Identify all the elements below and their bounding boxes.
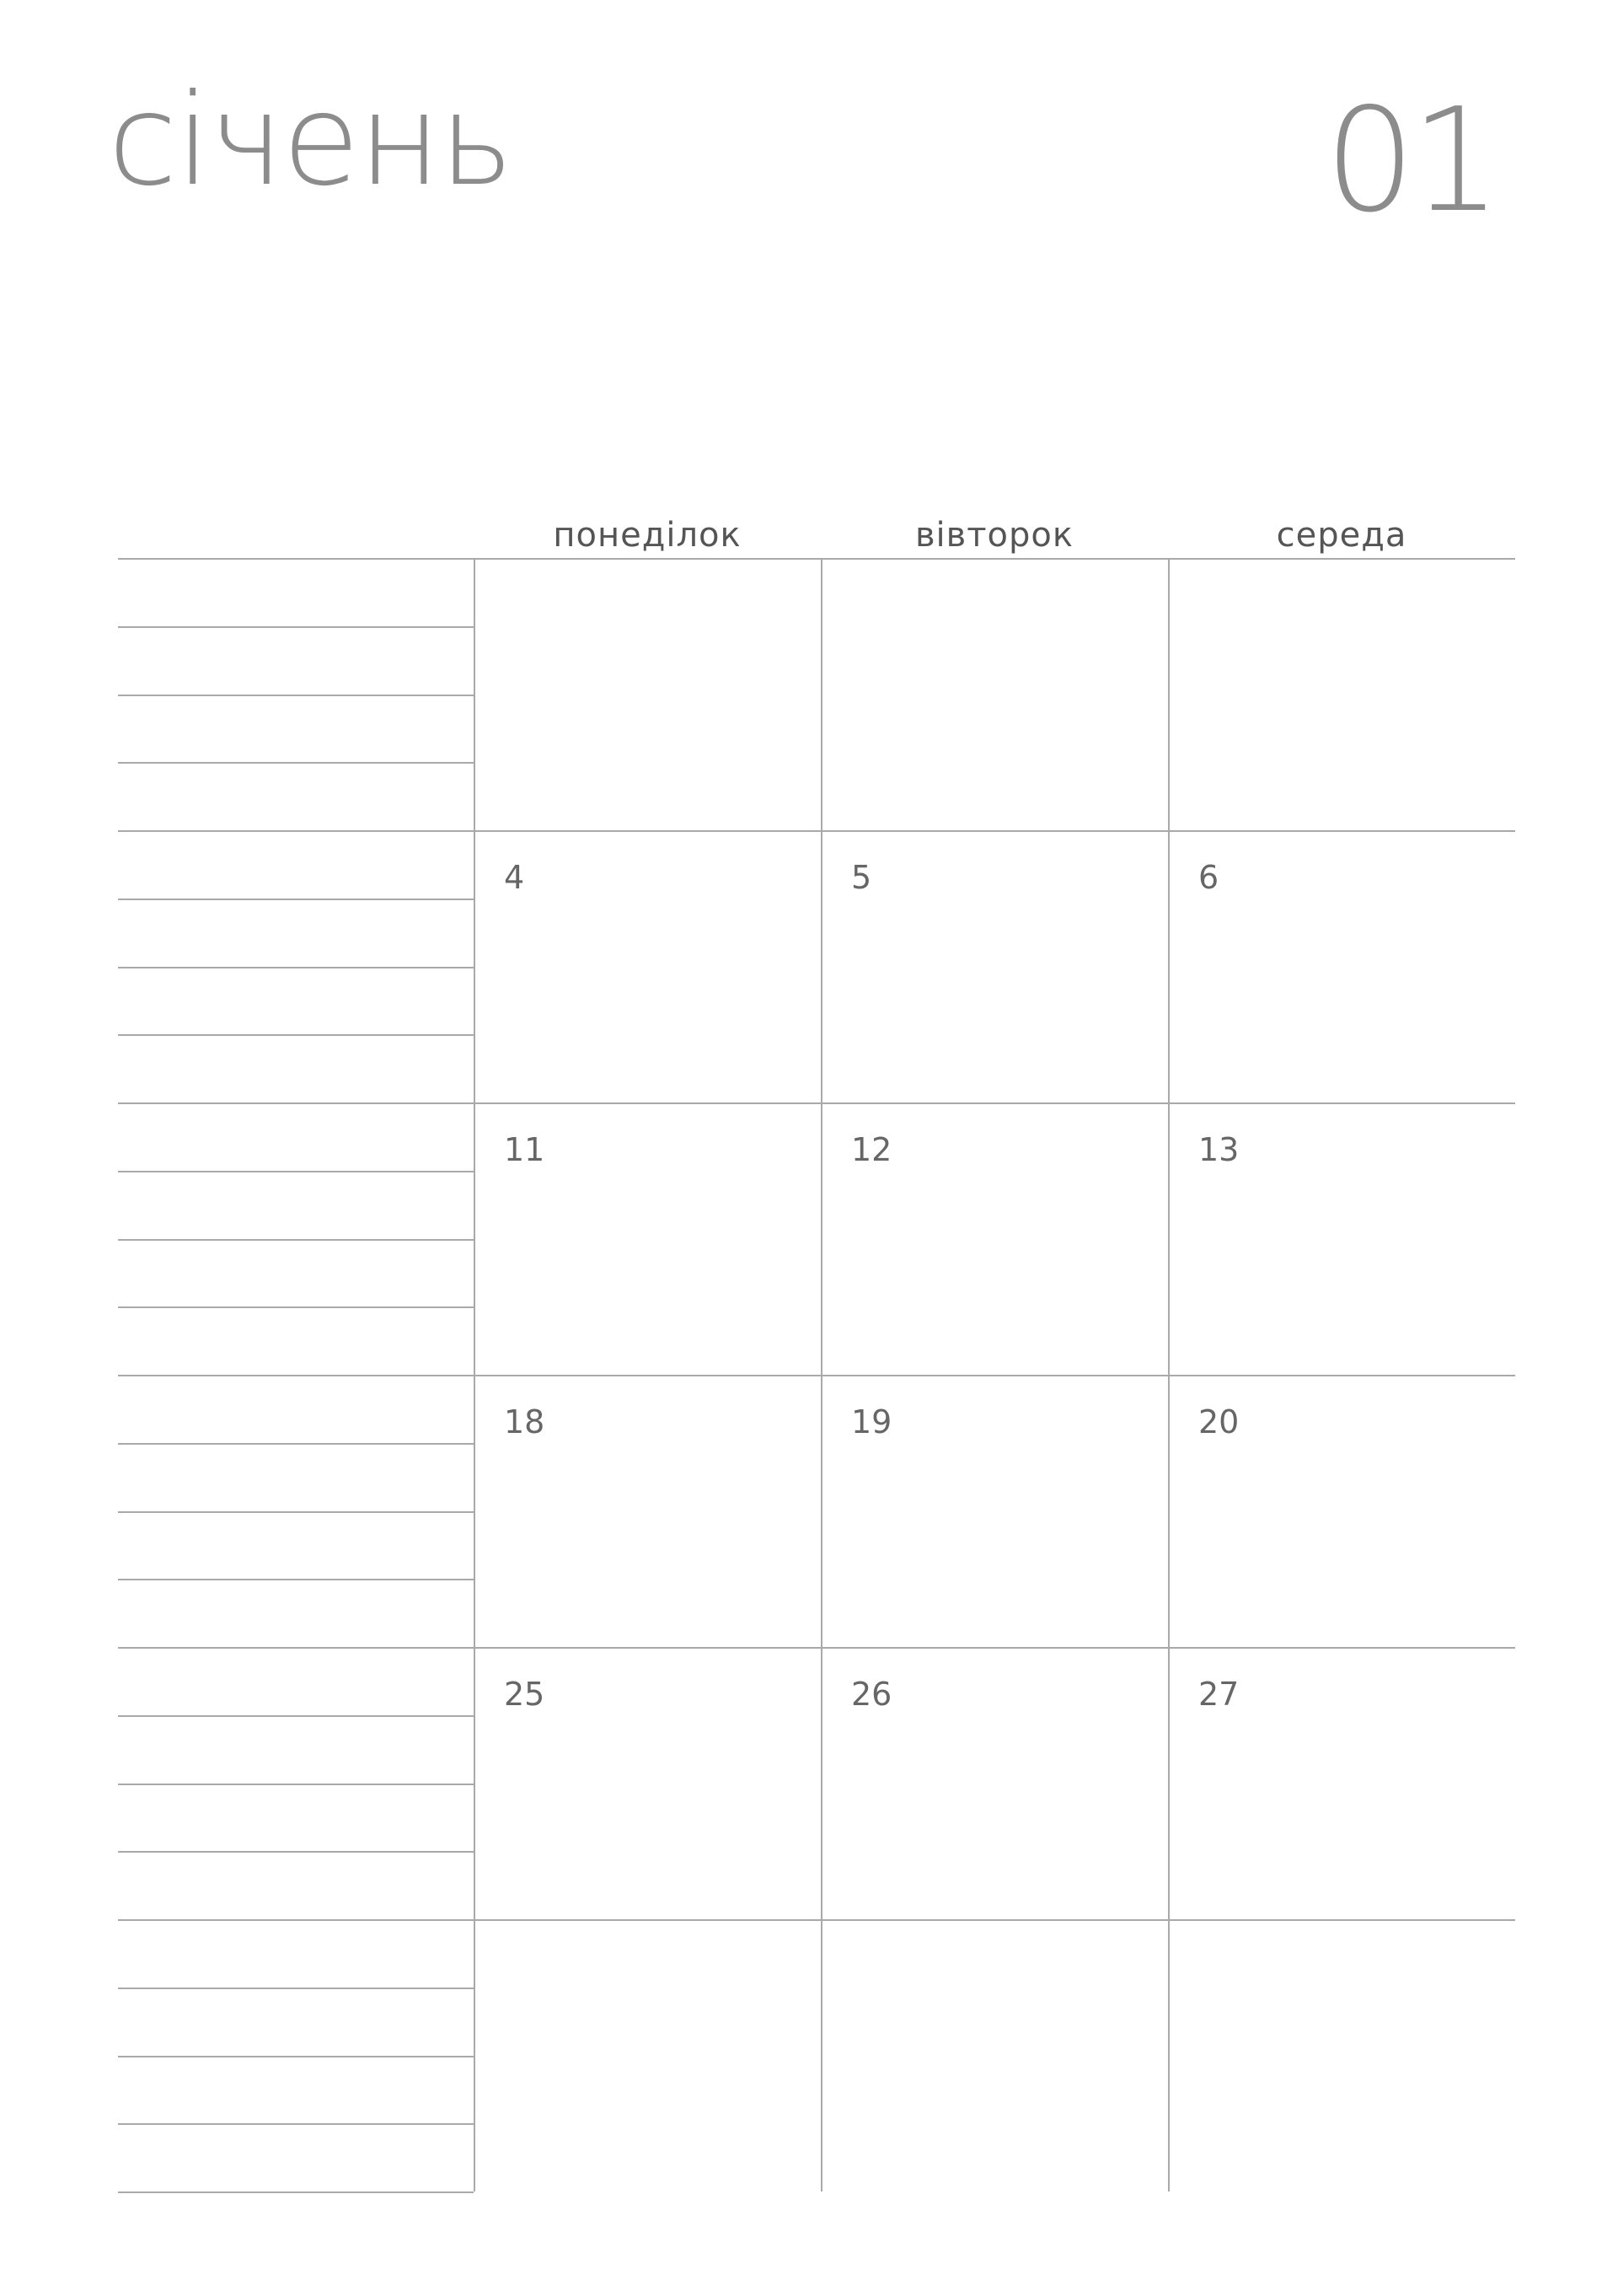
day-cell[interactable]	[474, 1375, 821, 1647]
day-cell[interactable]	[821, 1919, 1168, 2191]
day-cell[interactable]	[821, 1102, 1168, 1375]
notes-line[interactable]	[118, 695, 474, 696]
notes-line[interactable]	[118, 967, 474, 968]
notes-line[interactable]	[118, 1715, 474, 1717]
day-column-divider	[1168, 558, 1170, 2191]
day-cell[interactable]	[474, 1647, 821, 1919]
notes-line[interactable]	[118, 1239, 474, 1241]
day-cell[interactable]	[1168, 1375, 1515, 1647]
notes-line[interactable]	[118, 1851, 474, 1853]
week-separator-line	[118, 2191, 474, 2193]
date-number: 4	[504, 859, 525, 896]
notes-line[interactable]	[118, 1443, 474, 1445]
date-number: 13	[1198, 1131, 1240, 1168]
notes-line[interactable]	[118, 1306, 474, 1308]
date-number: 26	[851, 1676, 892, 1713]
day-cell[interactable]	[821, 1647, 1168, 1919]
date-number: 11	[504, 1131, 545, 1168]
day-cell[interactable]	[474, 1102, 821, 1375]
month-number: 01	[1324, 78, 1497, 244]
day-cell[interactable]	[821, 558, 1168, 830]
weekday-header-wednesday: середа	[1276, 516, 1407, 555]
notes-line[interactable]	[118, 1511, 474, 1513]
notes-line[interactable]	[118, 1034, 474, 1036]
day-column-divider	[821, 558, 822, 2191]
date-number: 6	[1198, 859, 1219, 896]
weekday-header-tuesday: вівторок	[914, 516, 1074, 555]
notes-line[interactable]	[118, 899, 474, 900]
day-cell[interactable]	[1168, 1647, 1515, 1919]
date-number: 27	[1198, 1676, 1240, 1713]
notes-line[interactable]	[118, 1171, 474, 1172]
day-cell[interactable]	[1168, 830, 1515, 1102]
date-number: 18	[504, 1403, 545, 1440]
day-cell[interactable]	[821, 1375, 1168, 1647]
date-number: 25	[504, 1676, 545, 1713]
notes-column-divider	[474, 558, 475, 2191]
day-cell[interactable]	[474, 558, 821, 830]
date-number: 12	[851, 1131, 892, 1168]
day-cell[interactable]	[1168, 1919, 1515, 2191]
date-number: 20	[1198, 1403, 1240, 1440]
notes-line[interactable]	[118, 1784, 474, 1785]
weekday-header-monday: понеділок	[553, 516, 742, 555]
day-cell[interactable]	[474, 830, 821, 1102]
day-cell[interactable]	[1168, 558, 1515, 830]
day-cell[interactable]	[821, 830, 1168, 1102]
day-cell[interactable]	[1168, 1102, 1515, 1375]
notes-line[interactable]	[118, 1579, 474, 1580]
notes-line[interactable]	[118, 2056, 474, 2057]
notes-line[interactable]	[118, 2123, 474, 2125]
notes-line[interactable]	[118, 762, 474, 764]
month-title: січень	[108, 67, 512, 214]
day-cell[interactable]	[474, 1919, 821, 2191]
notes-line[interactable]	[118, 1988, 474, 1989]
date-number: 5	[851, 859, 872, 896]
notes-line[interactable]	[118, 626, 474, 628]
date-number: 19	[851, 1403, 892, 1440]
